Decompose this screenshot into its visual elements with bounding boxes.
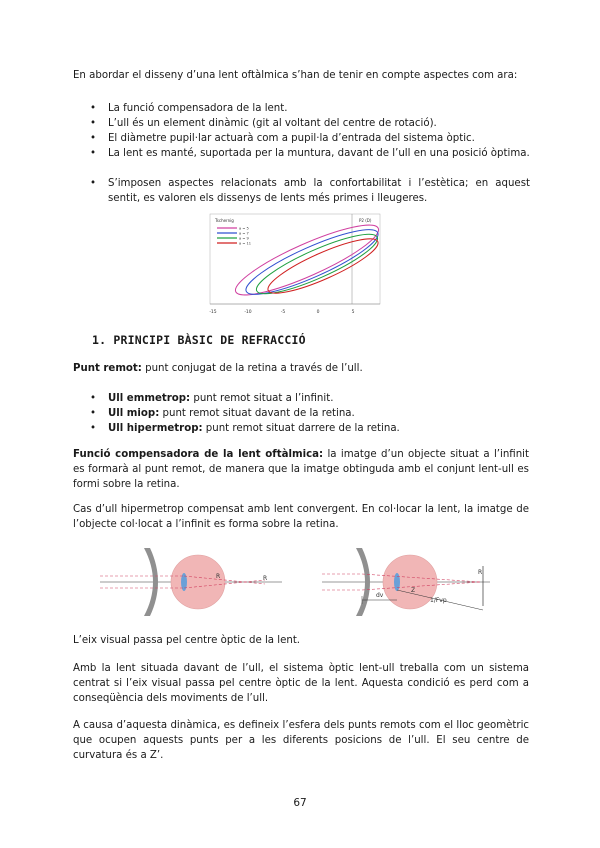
diagram-uncorrected (100, 548, 282, 616)
label-r: R (263, 575, 268, 582)
label-r: R (478, 569, 483, 576)
label-r: R (216, 573, 221, 580)
list-item: • Ull miop: punt remot situat davant de la retina. (90, 408, 355, 419)
legend-entry: a = 7 (239, 231, 249, 236)
y-axis-label: P2 (D) (359, 218, 372, 223)
bullet-text: El diàmetre pupil·lar actuarà com a pupil·la d’entrada del sistema òptic. (108, 133, 475, 144)
list-item: • L’ull és un element dinàmic (git al voltant del centre de rotació). (90, 116, 530, 131)
legend-title: Tschernig (215, 218, 234, 223)
amb-paragraph: Amb la lent situada davant de l’ull, el sistema òptic lent-ull treballa com un sistema centrat si l’eix visual passa pel centre òptic de la lent. Aquesta condició es perd com a conseqüència dels moviments de l’ull. (73, 663, 529, 704)
punt-remot-label: Punt remot: (73, 363, 142, 374)
section-title: 1. PRINCIPI BÀSIC DE REFRACCIÓ (92, 333, 306, 347)
x-tick-label: 0 (316, 310, 320, 315)
bullet-text: La lent es manté, suportada per la muntura, davant de l’ull en una posició òptima. (108, 148, 530, 159)
legend-entry: a = 9 (239, 236, 249, 241)
page-number: 67 (293, 797, 307, 809)
intro-paragraph: En abordar el disseny d’una lent oftàlmica s’han de tenir en compte aspectes com ara: (73, 70, 518, 81)
eye-type-text: punt remot situat a l’infinit. (190, 393, 334, 404)
legend-entry: a = 5 (239, 226, 249, 231)
punt-remot-text: punt conjugat de la retina a través de l’ull. (141, 363, 363, 374)
eye-type-label: Ull emmetrop: (108, 393, 191, 404)
bullet-text: La funció compensadora de la lent. (108, 103, 288, 114)
list-item: • Ull hipermetrop: punt remot situat darrere de la retina. (90, 423, 400, 434)
causa-paragraph: A causa d’aquesta dinàmica, es defineix l’esfera dels punts remots com el lloc geomètric que ocupen aquests punts per a les diferents posicions de l’ull. El seu centre de curvatura és a Z’. (73, 720, 529, 761)
label-z: Z (411, 587, 416, 594)
eye-type-text: punt remot situat darrere de la retina. (202, 423, 400, 434)
legend-entry: a = 11 (239, 241, 252, 246)
funcio-text: la imatge d’un objecte situat a l’infinit es formarà al punt remot, de manera que la imatge obtinguda amb el conjunt lent-ull es formi sobre la retina. (73, 449, 530, 490)
eye-globe (383, 555, 437, 609)
tschernig-chart (203, 212, 383, 318)
list-item: • S’imposen aspectes relacionats amb la confortabilitat i l’estètica; en aquest sentit, es valoren els dissenys de lents més primes i lleugeres. (90, 178, 530, 204)
x-tick-label: -15 (209, 310, 217, 315)
eye-crystalline (394, 573, 400, 591)
eye-type-label: Ull hipermetrop: (108, 423, 203, 434)
punt-remot-paragraph (73, 361, 529, 376)
eye-globe (171, 555, 225, 609)
refraction-diagram (100, 540, 510, 620)
bullet-text: L’ull és un element dinàmic (git al voltant del centre de rotació). (108, 118, 437, 129)
x-tick-label: -10 (244, 310, 252, 315)
diagram-corrected (322, 548, 490, 616)
label-fvp: 1/Fvp (430, 597, 447, 604)
eye-type-label: Ull miop: (108, 408, 160, 419)
funcio-paragraph (73, 447, 529, 492)
list-item: • El diàmetre pupil·lar actuarà com a pupil·la d’entrada del sistema òptic. (90, 131, 530, 146)
eye-type-text: punt remot situat davant de la retina. (159, 408, 355, 419)
list-item: • La funció compensadora de la lent. (90, 101, 530, 116)
list-item: • La lent es manté, suportada per la muntura, davant de l’ull en una posició òptima. (90, 148, 530, 159)
eix-paragraph: L’eix visual passa pel centre òptic de la lent. (73, 635, 301, 646)
x-tick-label: 5 (351, 310, 355, 315)
label-dv: dv (376, 592, 384, 599)
list-item: • Ull emmetrop: punt remot situat a l’infinit. (90, 393, 334, 404)
x-tick-label: -5 (280, 310, 286, 315)
funcio-label: Funció compensadora de la lent oftàlmica: (73, 449, 324, 460)
bullet-text: S’imposen aspectes relacionats amb la confortabilitat i l’estètica; en aquest sentit, es valoren els dissenys de lents més primes i lleugeres. (108, 178, 530, 204)
cas-paragraph: Cas d’ull hipermetrop compensat amb lent convergent. En col·locar la lent, la imatge de l’objecte col·locat a l’infinit es forma sobre la retina. (73, 504, 529, 530)
